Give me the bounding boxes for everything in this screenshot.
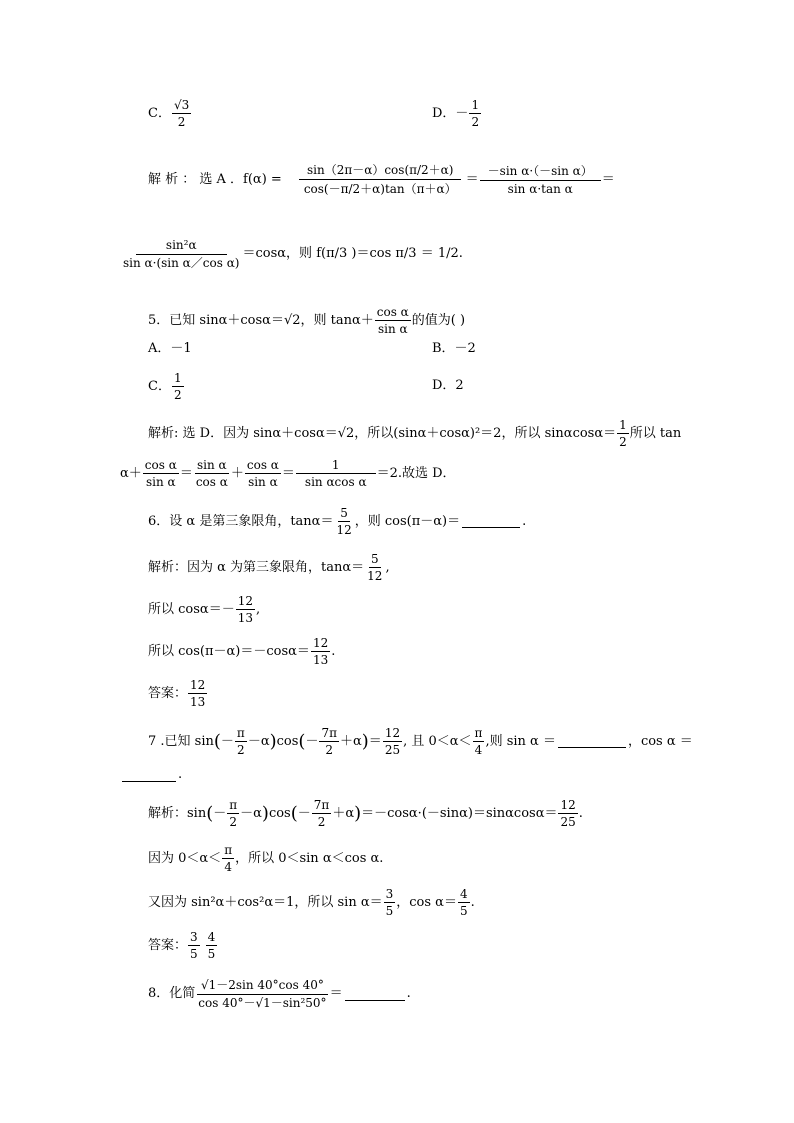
- question-8-blank[interactable]: [345, 988, 405, 1001]
- solution-7-3-mid: ，cos α＝: [396, 894, 457, 910]
- solution-4-eq2: ＝: [601, 171, 615, 187]
- question-6-prefix: 6．设 α 是第三象限角，tanα＝: [148, 513, 334, 529]
- question-5-den: sin α: [377, 322, 408, 336]
- solution-6-2-num: 12: [237, 594, 253, 608]
- solution-5-b-f2-num: sin α: [197, 458, 227, 472]
- solution-6-1-prefix: 解析：因为 α 为第三象限角，tanα＝: [148, 559, 365, 575]
- solution-4-line1: [148, 163, 615, 196]
- solution-7-3-prefix: 又因为 sin²α＋cos²α＝1，所以 sin α＝: [148, 894, 383, 910]
- solution-4b-num: sin²α: [136, 238, 227, 255]
- solution-7-1-den: 25: [560, 815, 576, 829]
- question-5-a: A．－1: [148, 341, 192, 356]
- solution-7-line3: [148, 887, 475, 918]
- question-7-val-num: 12: [384, 726, 401, 740]
- solution-4b-den: sin α·(sin α／cos α): [123, 256, 240, 270]
- solution-7-1-rest: ＝－cosα·(－sinα)＝sinαcosα＝: [361, 805, 558, 821]
- solution-7-1-tail: .: [578, 805, 583, 821]
- answer-7-frac2: [206, 930, 218, 961]
- solution-7-3-den2: 5: [459, 904, 468, 918]
- solution-6-3-den: 13: [312, 653, 329, 667]
- answer-7-den1: 5: [190, 947, 198, 961]
- solution-5-b-plus: ＋: [230, 465, 244, 481]
- question-7-cond-den: 4: [474, 743, 483, 757]
- solution-6-3-prefix: 所以 cos(π－α)＝－cosα＝: [148, 643, 310, 659]
- solution-6-line2: [148, 594, 260, 625]
- question-5-num: cos α: [376, 305, 409, 319]
- answer-7-num1: 3: [190, 930, 198, 944]
- solution-7-3-tail: .: [470, 894, 475, 910]
- option-d-den: 2: [471, 115, 480, 129]
- question-8: [148, 978, 411, 1010]
- question-8-eq: ＝: [329, 986, 343, 1001]
- solution-4b-frac: [121, 238, 242, 270]
- question-7-prefix: 7 .已知 sin: [148, 733, 214, 749]
- question-7-mid: cos: [276, 733, 299, 749]
- solution-7-1-paren-open2: (: [290, 802, 298, 824]
- question-7-arg1-den: 2: [237, 743, 245, 757]
- solution-7-2-tail: ，所以 0＜sin α＜cos α.: [235, 850, 384, 866]
- solution-5-b-eq2: ＝: [281, 465, 295, 481]
- solution-7-1-b-pre: －: [297, 805, 311, 821]
- solution-4-eq1: ＝: [465, 171, 479, 187]
- solution-7-1-b-num: 7π: [313, 798, 330, 812]
- solution-7-1-prefix: 解析：sin: [148, 805, 207, 821]
- question-8-frac: [196, 978, 328, 1010]
- solution-4-frac1-den: cos(－π/2＋α)tan（π＋α）: [303, 182, 457, 196]
- solution-6-1-num: 5: [370, 552, 379, 566]
- question-7-arg1-pre: －: [220, 733, 234, 749]
- solution-5-b-tail: ＝2.故选 D．: [376, 465, 456, 481]
- question-7-blank-cos[interactable]: [122, 769, 176, 782]
- solution-5-line2: [120, 458, 456, 489]
- solution-7-1-a-frac: [227, 798, 239, 829]
- solution-7-3-num1: 3: [385, 887, 394, 901]
- solution-6-1-tail: ,: [385, 559, 390, 575]
- question-5-suffix: 的值为( ): [411, 312, 466, 328]
- solution-7-1-b-post: ＋α: [332, 805, 355, 821]
- question-7-end: .: [178, 767, 183, 782]
- option-d: [432, 98, 482, 129]
- question-7-eq: ＝: [368, 733, 382, 749]
- solution-5-a-frac: [617, 418, 629, 449]
- solution-7-1-a-den: 2: [229, 815, 238, 829]
- option-c-fraction: [172, 98, 191, 129]
- question-7-val-den: 25: [384, 743, 401, 757]
- question-7-val-frac: [383, 726, 402, 757]
- solution-7-3-frac1: [384, 887, 396, 918]
- solution-7-1-paren-close1: ): [261, 802, 269, 824]
- question-6-blank[interactable]: [462, 515, 520, 528]
- solution-4-prefix: 解 析 ： 选 A ．f(α) =: [148, 171, 282, 187]
- solution-6-3-tail: .: [331, 643, 336, 659]
- solution-5-line1: [148, 418, 681, 449]
- question-7-blank-sin[interactable]: [558, 735, 626, 748]
- question-7-arg1-post: －α: [247, 733, 270, 749]
- solution-7-1-a-num: π: [229, 798, 238, 812]
- question-5-c-frac: [172, 371, 184, 402]
- solution-7-2-frac: [222, 843, 234, 874]
- solution-7-1-b-den: 2: [317, 815, 326, 829]
- solution-7-3-frac2: [458, 887, 470, 918]
- answer-7: [148, 930, 218, 961]
- solution-5-b-f1-num: cos α: [144, 458, 177, 472]
- answer-7-frac1: [188, 930, 200, 961]
- solution-6-3-num: 12: [312, 636, 329, 650]
- question-6-den: 12: [336, 523, 352, 537]
- solution-6-line3: [148, 636, 335, 667]
- solution-4-frac2: [480, 164, 601, 196]
- solution-4-frac1: [296, 163, 465, 196]
- solution-5-a-den: 2: [619, 435, 627, 449]
- question-5-c-label: C．: [148, 378, 171, 394]
- solution-6-1-frac: [365, 552, 384, 583]
- option-c: [148, 98, 192, 129]
- question-5-option-a: [148, 340, 192, 358]
- question-5-option-c: [148, 371, 185, 402]
- solution-5-b-f3-num: cos α: [246, 458, 279, 472]
- solution-7-2-num: π: [224, 843, 233, 857]
- solution-7-2-prefix: 因为 0＜α＜: [148, 850, 222, 866]
- answer-6-label: 答案：: [148, 685, 188, 701]
- solution-7-1-mid: cos: [268, 805, 291, 821]
- solution-5-b-f4: [296, 458, 376, 489]
- solution-5-a-tail: 所以 tan: [629, 425, 682, 441]
- answer-7-num2: 4: [207, 930, 216, 944]
- solution-5-a-num: 1: [619, 418, 627, 432]
- answer-6: [148, 678, 208, 709]
- question-6-frac: [334, 506, 353, 537]
- solution-7-3-num2: 4: [459, 887, 468, 901]
- solution-5-b-f4-num: 1: [296, 458, 376, 474]
- solution-6-2-den: 13: [237, 611, 253, 625]
- option-d-fraction: [469, 98, 481, 129]
- solution-4-frac2-num: －sin α·（－sin α）: [480, 164, 601, 181]
- question-6-suffix: ，则 cos(π－α)＝: [354, 513, 461, 529]
- solution-7-3-den1: 5: [385, 904, 394, 918]
- solution-5-b-eq1: ＝: [179, 465, 193, 481]
- question-7-arg2-den: 2: [325, 743, 334, 757]
- solution-6-line1: [148, 552, 390, 583]
- solution-4-frac1-num: sin（2π－α）cos(π/2＋α): [299, 163, 462, 180]
- solution-6-3-frac: [311, 636, 330, 667]
- question-6-num: 5: [340, 506, 348, 520]
- solution-6-2-tail: ,: [255, 601, 261, 617]
- question-7-cond-num: π: [474, 726, 483, 740]
- question-5-option-b: [432, 340, 476, 358]
- question-8-prefix: 8．化简: [148, 986, 196, 1001]
- question-5: [148, 305, 465, 336]
- answer-7-den2: 5: [207, 947, 216, 961]
- solution-4b-rest: ＝cosα，则 f(π/3 )＝cos π/3 ＝ 1/2.: [242, 246, 463, 261]
- solution-5-b-f4-den: sin αcos α: [304, 475, 367, 489]
- solution-7-line2: [148, 843, 383, 874]
- question-8-num: √1－2sin 40°cos 40°: [197, 978, 328, 995]
- question-8-end: .: [406, 986, 411, 1001]
- option-d-num: 1: [471, 98, 480, 112]
- question-5-b: B．－2: [432, 341, 476, 356]
- question-5-prefix: 5．已知 sinα＋cosα＝√2，则 tanα＋: [148, 312, 374, 328]
- answer-6-frac: [188, 678, 207, 709]
- solution-4-line2: [120, 238, 463, 270]
- question-8-den: cos 40°－√1－sin²50°: [198, 996, 327, 1010]
- option-c-label: C．: [148, 105, 171, 121]
- question-7-arg2-pre: －: [305, 733, 319, 749]
- question-7-cond: , 且 0＜α＜: [403, 733, 472, 749]
- solution-5-b-prefix: α＋: [120, 465, 142, 481]
- question-7-arg2-num: 7π: [321, 726, 337, 740]
- question-7-paren-close1: ): [269, 730, 277, 752]
- solution-5-b-f3-den: sin α: [248, 475, 278, 489]
- option-c-num: √3: [173, 98, 190, 112]
- option-c-den: 2: [177, 115, 186, 129]
- answer-6-den: 13: [190, 695, 206, 709]
- option-d-label: D．－: [432, 105, 469, 121]
- question-7-arg2-frac: [319, 726, 339, 757]
- solution-7-1-paren-open1: (: [206, 802, 214, 824]
- solution-5-b-f1-den: sin α: [145, 475, 176, 489]
- question-7-tail2: ，cos α ＝: [627, 733, 693, 749]
- solution-7-1-b-frac: [312, 798, 332, 829]
- question-7-paren-open2: (: [298, 730, 306, 752]
- question-7-cond-frac: [473, 726, 485, 757]
- question-5-c-den: 2: [173, 388, 182, 402]
- answer-6-num: 12: [190, 678, 206, 692]
- question-7-arg1-frac: [235, 726, 247, 757]
- solution-5-a: 解析: 选 D．因为 sinα＋cosα＝√2，所以(sinα＋cosα)²＝2，所以 sinαcosα＝: [148, 425, 617, 441]
- solution-7-1-a-post: －α: [240, 805, 262, 821]
- solution-6-2-prefix: 所以 cosα＝－: [148, 601, 235, 617]
- solution-7-1-frac: [558, 798, 577, 829]
- solution-5-b-f2-den: cos α: [195, 475, 228, 489]
- question-7-paren-open1: (: [213, 730, 221, 752]
- solution-6-2-frac: [236, 594, 255, 625]
- question-7-line2: [120, 766, 182, 784]
- answer-7-label: 答案：: [148, 937, 188, 953]
- solution-6-1-den: 12: [367, 569, 383, 583]
- solution-5-b-f3: [245, 458, 281, 489]
- solution-5-b-f2: [194, 458, 230, 489]
- solution-7-2-den: 4: [224, 860, 232, 874]
- solution-5-b-f1: [143, 458, 179, 489]
- solution-7-1-paren-close2: ): [354, 802, 362, 824]
- question-6-end: .: [522, 513, 527, 529]
- solution-7-1-a-pre: －: [213, 805, 227, 821]
- question-5-option-d: [432, 377, 464, 395]
- solution-4-frac2-den: sin α·tan α: [507, 181, 573, 196]
- question-5-frac: [375, 305, 411, 336]
- question-7-arg1-num: π: [236, 726, 245, 740]
- solution-7-1-num: 12: [560, 798, 576, 812]
- question-7-paren-close2: ): [361, 730, 369, 752]
- question-7: [148, 726, 693, 757]
- solution-7-line1: [148, 798, 583, 829]
- question-6: [148, 506, 526, 537]
- question-7-tail: ,则 sin α ＝: [485, 733, 556, 749]
- question-5-c-num: 1: [173, 371, 182, 385]
- question-7-arg2-post: ＋α: [339, 733, 362, 749]
- question-5-d: D．2: [432, 378, 464, 393]
